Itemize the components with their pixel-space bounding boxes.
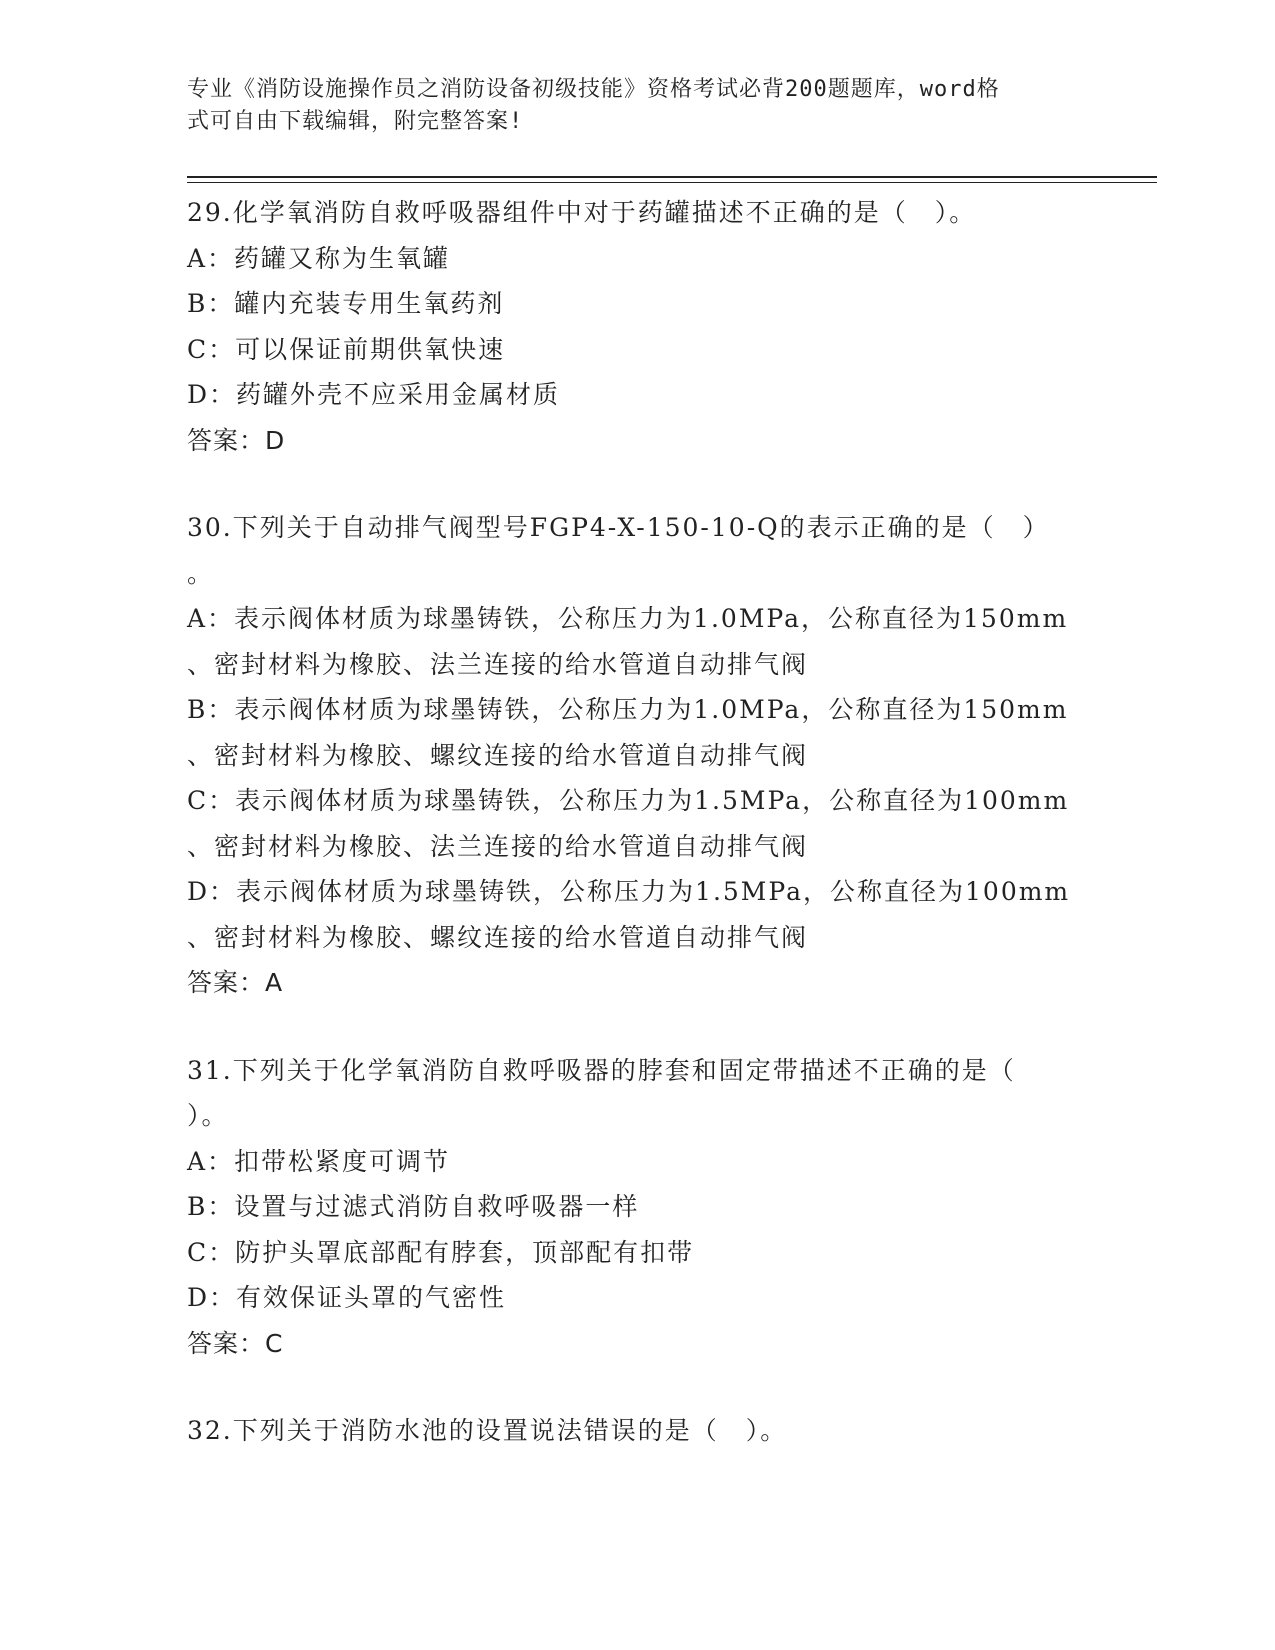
option-a-continued: 、密封材料为橡胶、法兰连接的给水管道自动排气阀 (187, 649, 809, 679)
option-d: D：药罐外壳不应采用金属材质 (187, 380, 561, 409)
option-d-continued: 、密封材料为橡胶、螺纹连接的给水管道自动排气阀 (187, 922, 809, 952)
option-a: A：扣带松紧度可调节 (187, 1146, 451, 1176)
answer: 答案：C (187, 1328, 284, 1358)
question-stem: 31.下列关于化学氧消防自救呼吸器的脖套和固定带描述不正确的是（ (187, 1055, 1016, 1085)
header-title-line1: 专业《消防设施操作员之消防设备初级技能》资格考试必背200题题库，word格 (187, 77, 1000, 102)
option-b: B：罐内充装专用生氧药剂 (187, 289, 505, 318)
question-stem-continued: ）。 (187, 1101, 229, 1130)
question-list (187, 190, 1087, 1496)
option-a: A：药罐又称为生氧罐 (187, 243, 451, 273)
header-title-line2: 式可自由下载编辑，附完整答案! (187, 109, 524, 134)
option-c: C：防护头罩底部配有脖套，顶部配有扣带 (187, 1237, 695, 1267)
option-b: B：表示阀体材质为球墨铸铁，公称压力为1.0MPa，公称直径为150mm (187, 695, 1069, 724)
question-stem: 30.下列关于自动排气阀型号FGP4-X-150-10-Q的表示正确的是（ ） (187, 513, 1050, 542)
page-header (187, 74, 1067, 138)
header-divider (187, 176, 1157, 183)
option-c: C：可以保证前期供氧快速 (187, 334, 506, 364)
question-stem: 32.下列关于消防水池的设置说法错误的是（ ）。 (187, 1416, 788, 1445)
question-29 (187, 190, 1087, 463)
option-d: D：有效保证头罩的气密性 (187, 1283, 507, 1312)
question-stem: 29.化学氧消防自救呼吸器组件中对于药罐描述不正确的是（ ）。 (187, 198, 977, 227)
answer: 答案：D (187, 425, 286, 455)
option-a: A：表示阀体材质为球墨铸铁，公称压力为1.0MPa，公称直径为150mm (187, 604, 1069, 633)
option-b-continued: 、密封材料为橡胶、螺纹连接的给水管道自动排气阀 (187, 740, 809, 770)
question-30 (187, 505, 1087, 1006)
option-c: C：表示阀体材质为球墨铸铁，公称压力为1.5MPa，公称直径为100mm (187, 786, 1070, 815)
option-d: D：表示阀体材质为球墨铸铁，公称压力为1.5MPa，公称直径为100mm (187, 877, 1071, 906)
question-32 (187, 1408, 1087, 1454)
option-b: B：设置与过滤式消防自救呼吸器一样 (187, 1192, 640, 1221)
question-31 (187, 1048, 1087, 1367)
option-c-continued: 、密封材料为橡胶、法兰连接的给水管道自动排气阀 (187, 831, 809, 861)
question-stem-continued: 。 (187, 558, 215, 588)
answer: 答案：A (187, 968, 284, 997)
